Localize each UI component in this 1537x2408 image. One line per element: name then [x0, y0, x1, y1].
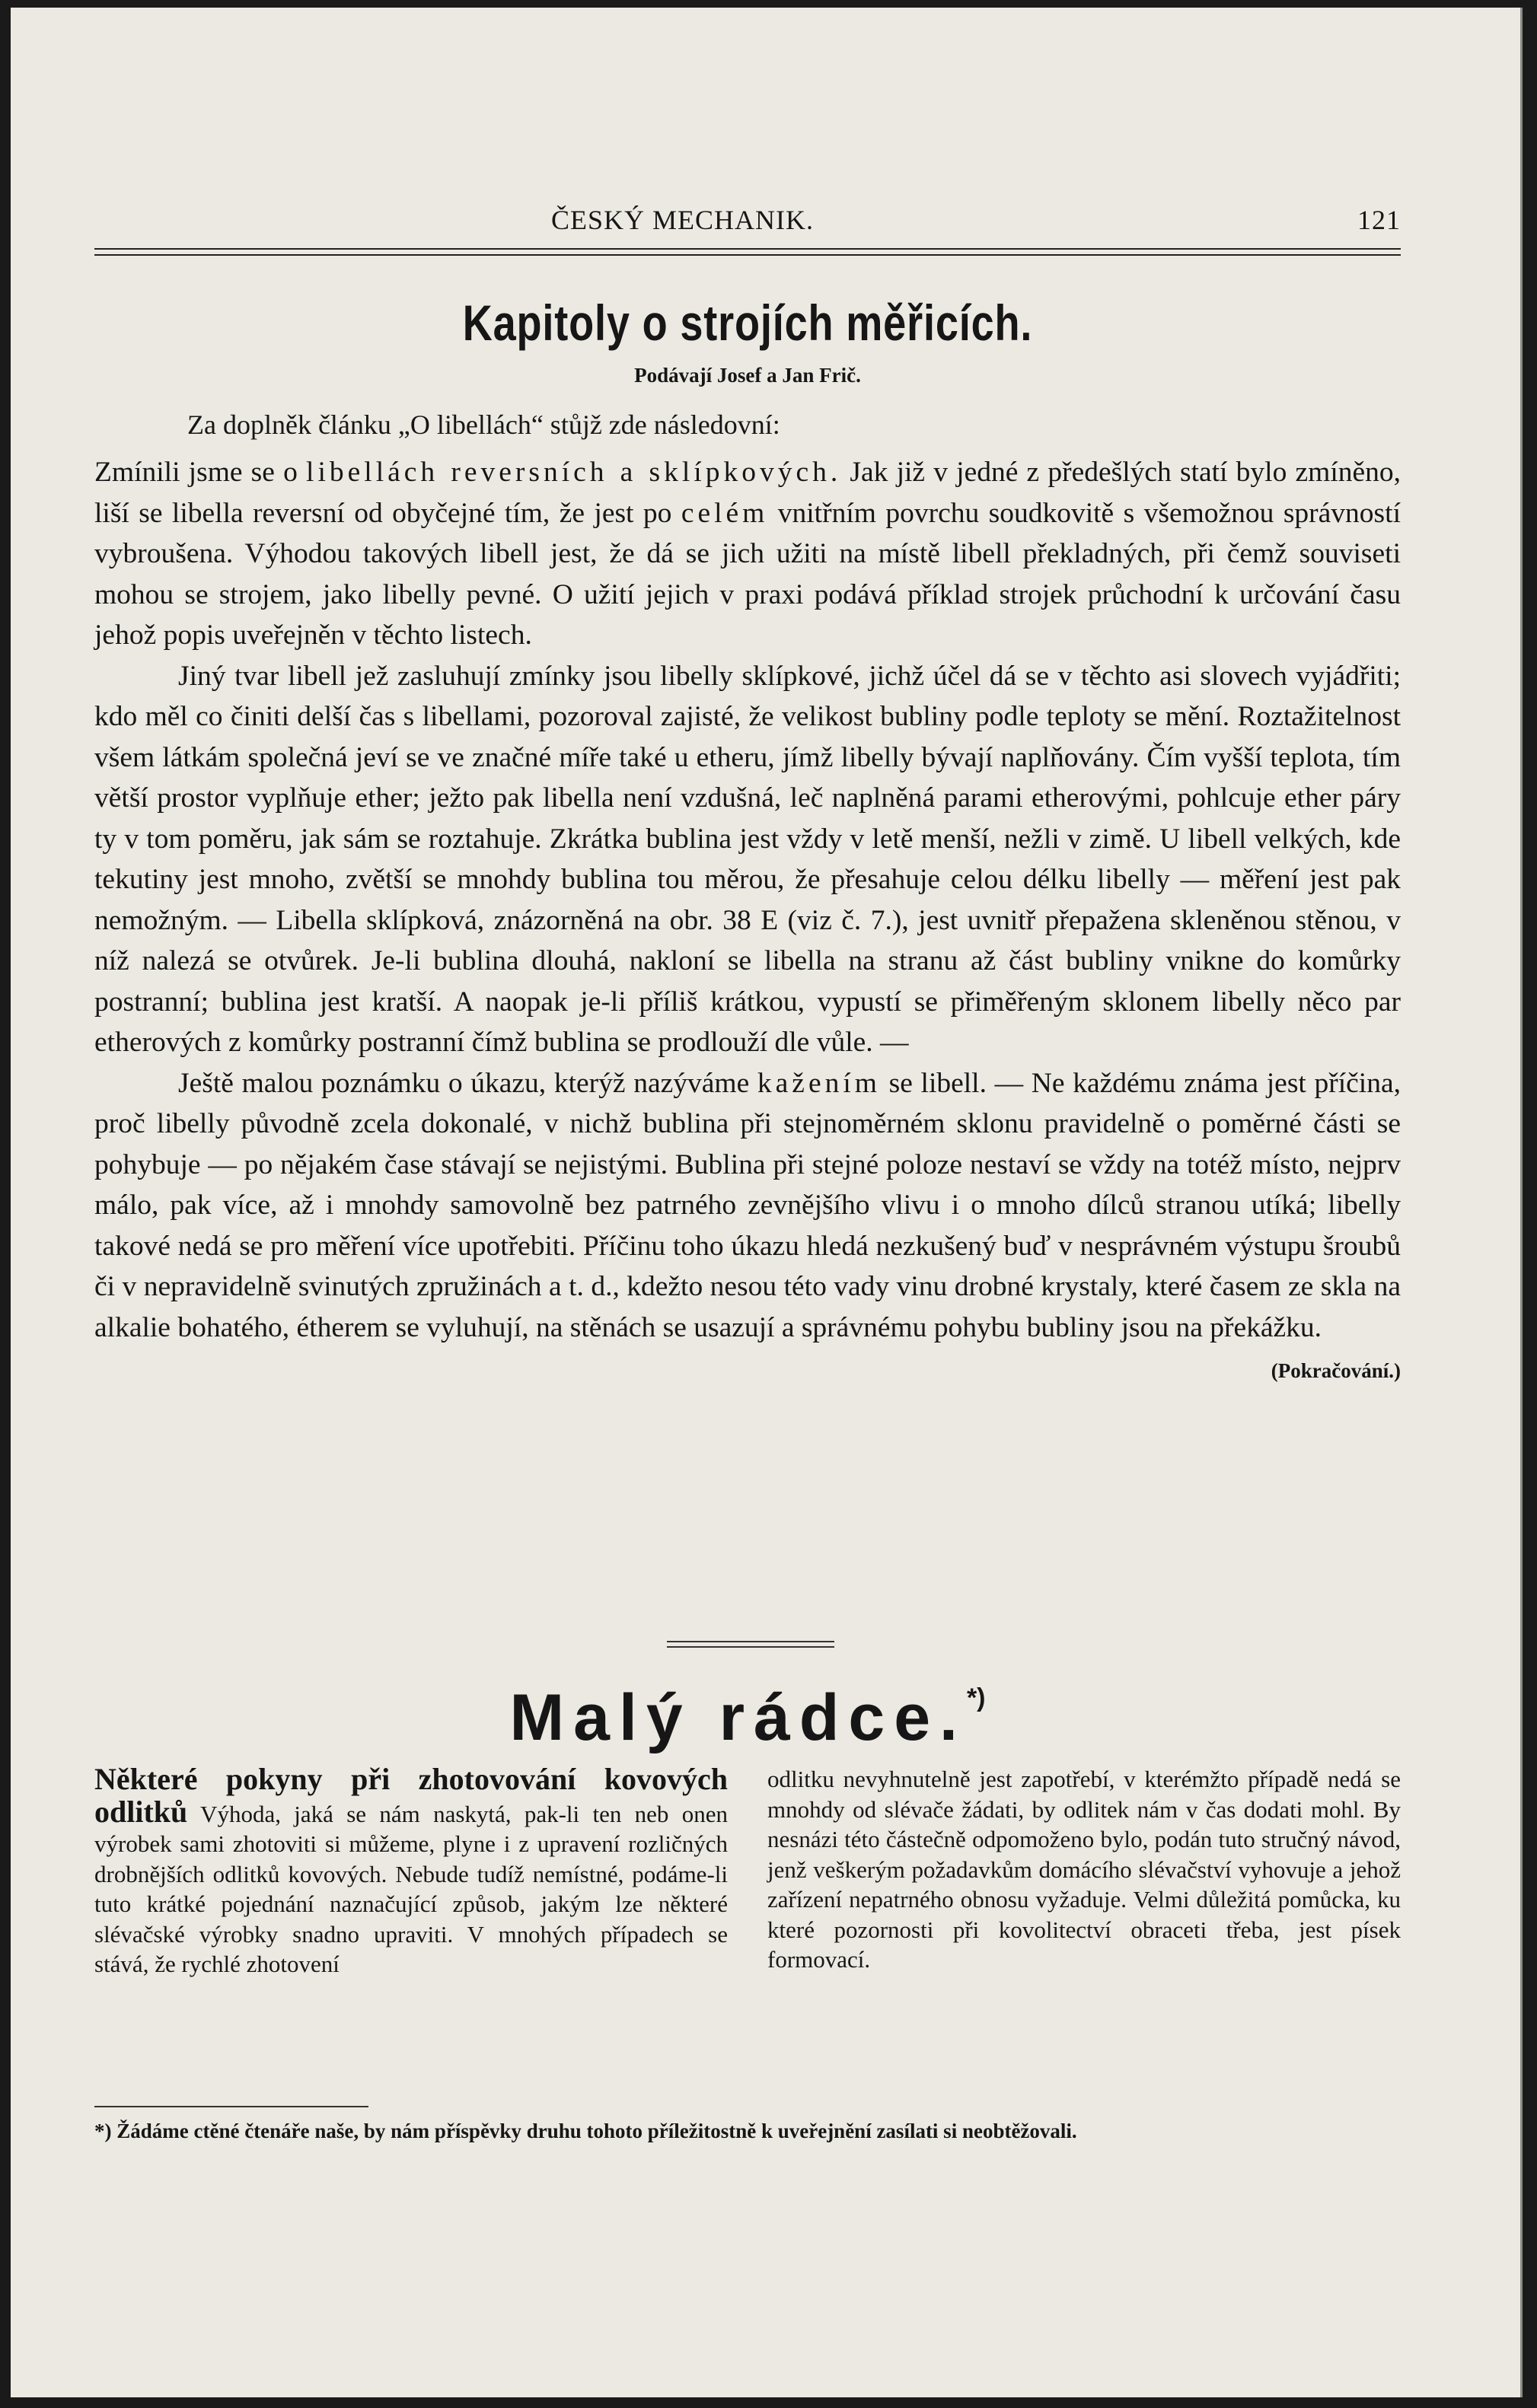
article-body [94, 452, 1401, 1392]
column-left-text: Výhoda, jaká se nám naskytá, pak-li ten neb onen výrobek sami zhotoviti si můžeme, plyne i z upravení rozličných drobnějších odlitků kovových. Nebude tudíž nemístné, podáme-li tuto krátké pojednání naznačující způsob, jakým lze některé slévačské výrobky snadno upraviti. V mnohých případech se stává, že rychlé zhotovení [94, 1800, 728, 1977]
section-title [94, 1680, 1401, 1756]
paragraph-3-text-a: Ještě malou poznámku o úkazu, kterýž nazýváme [178, 1067, 757, 1099]
article-title: Kapitoly o strojích měřicích. [462, 295, 1033, 351]
footnote-rule [94, 2106, 368, 2107]
paragraph-1-text-b: Jak již v jedné z předešlých statí bylo zmíněno, liší se libella reversní od obyčejné tím, že jest po [94, 457, 1401, 529]
section-title-text: Malý rádce. [509, 1681, 967, 1754]
paragraph-3-text-b: se libell. — Ne každému známa jest příčina, proč libelly původně zcela dokonalé, v nichž bublina při stejnoměrném sklonu pravidelně o poměrné části se pohybuje — po nějakém čase stávají se nejistými. Bublina při stejné poloze nestaví se vždy na totéž místo, nejprv málo, pak více, až i mnohdy samovolně bez patrného zevnějšího vlivu i o mnoho dílců stranou utíká; libelly takové nedá se pro měření více upotřebiti. Příčinu toho úkazu hledá nezkušený buď v nesprávném výstupu šroubů či v nepravidelně svinutých zpružinách a t. d., kdežto nesou této vady vinu drobné krystaly, které časem ze skla na alkalie bohatého, étherem se vyluhují, na stěnách se usazují a správnému pohybu bubliny jsou na překážku. [94, 1067, 1401, 1343]
column-heading: Některé pokyny při zhotovování kovových odlitků [94, 1762, 728, 1829]
column-left [94, 1764, 728, 1980]
running-title: ČESKÝ MECHANIK. [551, 205, 815, 235]
continued-note: (Pokračování.) [1271, 1359, 1401, 1382]
page [11, 8, 1523, 2397]
paragraph-3 [94, 1063, 1401, 1382]
paragraph-1-text-a: Zmínili jsme se o [94, 457, 307, 488]
paragraph-2: Jiný tvar libell jež zasluhují zmínky jsou libelly sklípkové, jichž účel dá se v těchto asi slovech vyjádřiti; kdo měl co činiti delší čas s libellami, pozoroval zajisté, že velikost bubliny podle teploty se mění. Roztažitelnost všem látkám společná jeví se ve značné míře také u etheru, jímž libelly bývají naplňovány. Čím vyšší teplota, tím větší prostor vyplňuje ether; ježto pak libella není vzdušná, leč naplněná parami etherovými, pohlcuje ether páry ty v tom poměru, jak sám se roztahuje. Zkrátka bublina jest vždy v letě menší, nežli v zimě. U libell velkých, kde tekutiny jest mnoho, zvětší se mnohdy bublina tou měrou, že přesahuje celou délku libelly — měření jest pak nemožným. — Libella sklípková, znázorněná na obr. 38 E (viz č. 7.), jest uvnitř přepažena skleněnou stěnou, v níž nalezá se otvůrek. Je-li bublina dlouhá, nakloní se libella na stranu až část bubliny vnikne do komůrky postranní; bublina jest kratší. A naopak je-li příliš krátkou, vypustí se přiměřeným sklonem libelly něco par etherových z komůrky postranní čímž bublina se prodlouží dle vůle. — [94, 660, 1401, 1058]
article-intro: Za doplněk článku „O libellách“ stůjž zde následovní: [187, 409, 780, 440]
paragraph-1-text-c: vnitřním povrchu soudkovitě s všemožnou správností vybroušena. Výhodou takových libell jest, že dá se jich užiti na místě libell překladných, při čemž souviseti mohou se strojem, jako libelly pevné. O užití jejich v praxi podává příklad strojek průchodní k určování času jehož popis uveřejněn v těchto listech. [94, 497, 1401, 651]
paragraph-1 [94, 452, 1401, 656]
header-rule [94, 248, 1401, 256]
footnote: *) Žádáme ctěné čtenáře naše, by nám příspěvky druhu tohoto příležitostně k uveřejnění zasílati si neobtěžovali. [94, 2120, 1077, 2142]
section-divider [667, 1641, 834, 1648]
emphasis-celem: celém [681, 497, 769, 529]
column-right: odlitku nevyhnutelně jest zapotřebí, v kterémžto případě nedá se mnohdy od slévače žádati, by odlitek nám v čas dodati mohl. By nesnázi této částečně odpomoženo bylo, podán tuto stručný návod, jenž veškerým požadavkům domácího slévačství vyhovuje a jehož zařízení nepatrného obnosu vyžaduje. Velmi důležitá pomůcka, ku které pozornosti při kovolitectví obraceti třeba, jest písek formovací. [767, 1766, 1401, 1973]
page-number: 121 [1357, 205, 1401, 235]
emphasis-kazenim: kažením [757, 1067, 881, 1099]
emphasis-libellach: libellách reversních a sklípkových. [306, 457, 842, 488]
footnote-mark: *) [966, 1683, 986, 1712]
running-header [94, 204, 1401, 242]
article-authors: Podávají Josef a Jan Frič. [634, 364, 861, 387]
